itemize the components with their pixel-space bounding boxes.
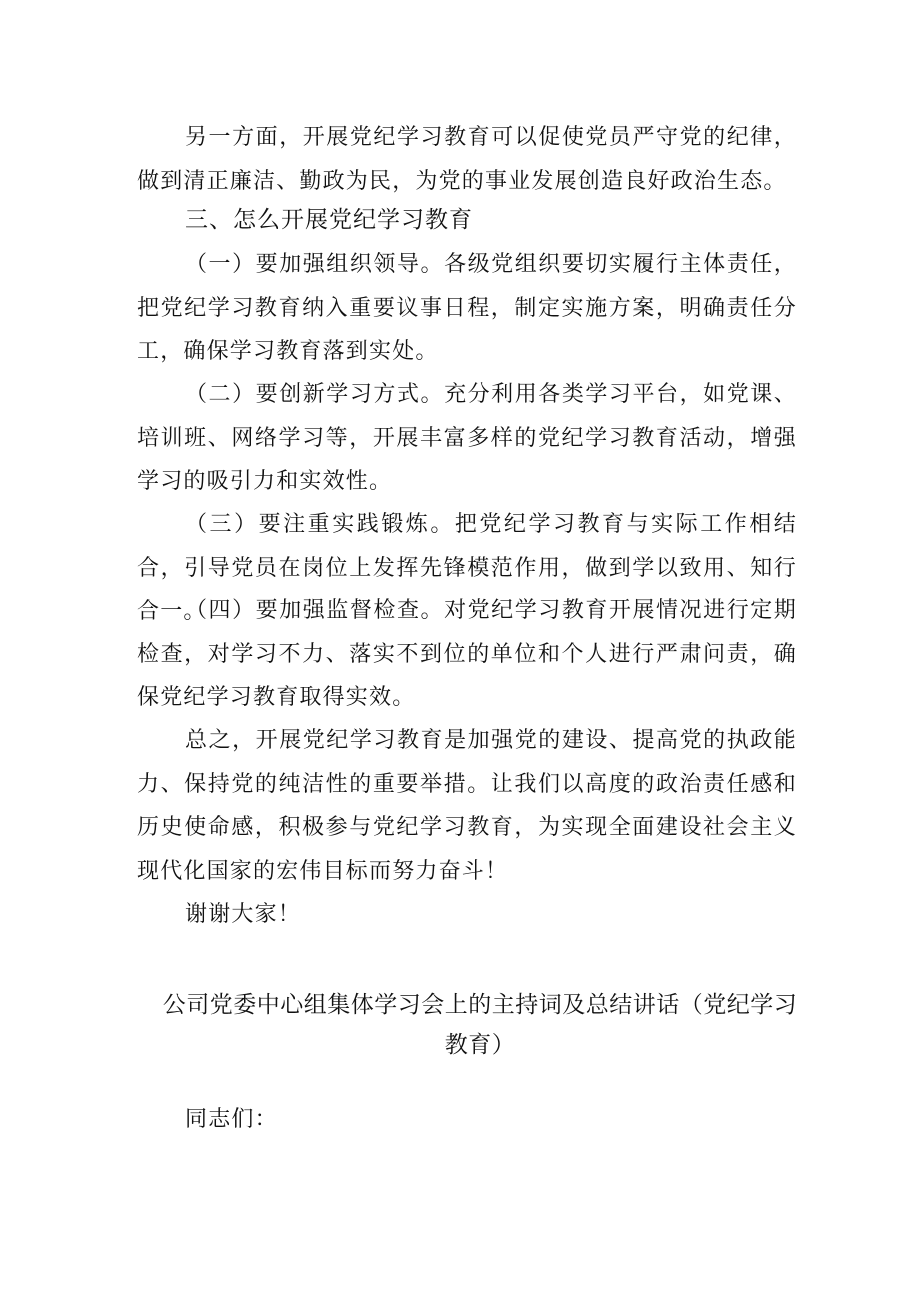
next-document-title: 公司党委中心组集体学习会上的主持词及总结讲话（党纪学习教育） [162, 992, 798, 1058]
conclusion-paragraph: 总之，开展党纪学习教育是加强党的建设、提高党的执政能力、保持党的纯洁性的重要举措。让我们以高度的政治责任感和历史使命感，积极参与党纪学习教育，为实现全面建设社会主义现代化国家的宏伟目标而努力奋斗！ [137, 728, 797, 884]
measure-paragraph-3: （三）要注重实践锻炼。把党纪学习教育与实际工作相结合，引导党员在岗位上发挥先锋模范作用，做到学以致用、知行合一。 [137, 512, 797, 624]
salutation: 同志们： [185, 1107, 278, 1132]
section-heading: 三、怎么开展党纪学习教育 [185, 207, 473, 233]
paragraph-party-discipline-ecology: 另一方面，开展党纪学习教育可以促使党员严守党的纪律，做到清正廉洁、勤政为民，为党的事业发展创造良好政治生态。 [137, 125, 797, 194]
measure-paragraph-1: （一）要加强组织领导。各级党组织要切实履行主体责任，把党纪学习教育纳入重要议事日程，制定实施方案，明确责任分工，确保学习教育落到实处。 [137, 252, 797, 364]
measure-paragraph-2: （二）要创新学习方式。充分利用各类学习平台，如党课、培训班、网络学习等，开展丰富多样的党纪学习教育活动，增强学习的吸引力和实效性。 [137, 382, 797, 494]
measure-paragraph-4: （四）要加强监督检查。对党纪学习教育开展情况进行定期检查，对学习不力、落实不到位的单位和个人进行严肃问责，确保党纪学习教育取得实效。 [137, 598, 797, 710]
closing-thanks: 谢谢大家！ [185, 902, 302, 927]
